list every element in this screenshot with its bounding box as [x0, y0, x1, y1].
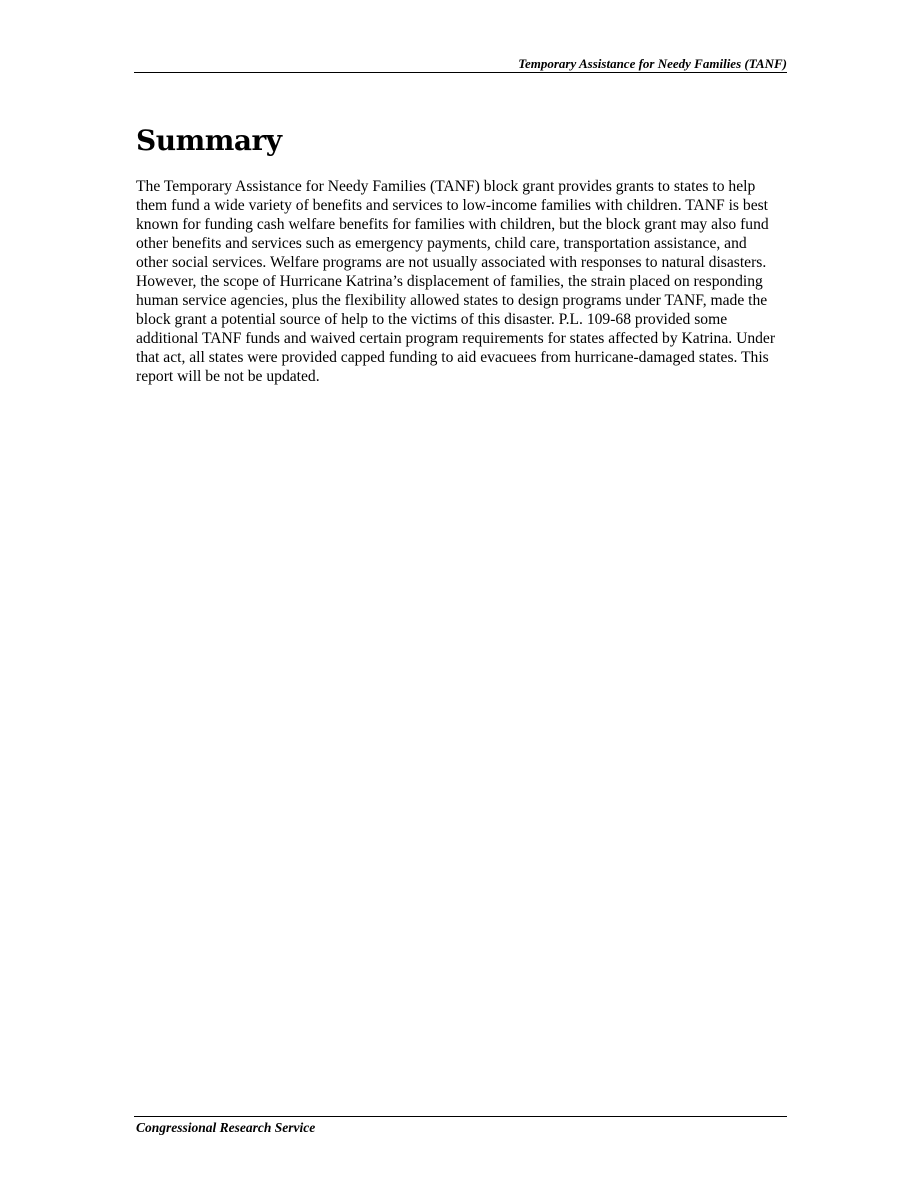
header-divider — [134, 72, 787, 73]
section-title: Summary — [136, 124, 282, 157]
running-header-title: Temporary Assistance for Needy Families (TANF) — [518, 56, 787, 71]
footer-divider — [134, 1116, 787, 1117]
summary-paragraph: The Temporary Assistance for Needy Families (TANF) block grant provides grants to states to help them fund a wide variety of benefits and services to low-income families with children. TANF is best known for funding cash welfare benefits for families with children, but the block grant may also fund other benefits and services such as emergency payments, child care, transportation assistance, and other social services. Welfare programs are not usually associated with responses to natural disasters. However, the scope of Hurricane Katrina’s displacement of families, the strain placed on responding human service agencies, plus the flexibility allowed states to design programs under TANF, made the block grant a potential source of help to the victims of this disaster. P.L. 109-68 provided some additional TANF funds and waived certain program requirements for states affected by Katrina. Under that act, all states were provided capped funding to aid evacuees from hurricane-damaged states. This report will be not be updated. — [136, 178, 776, 385]
running-footer-publisher: Congressional Research Service — [136, 1120, 316, 1135]
